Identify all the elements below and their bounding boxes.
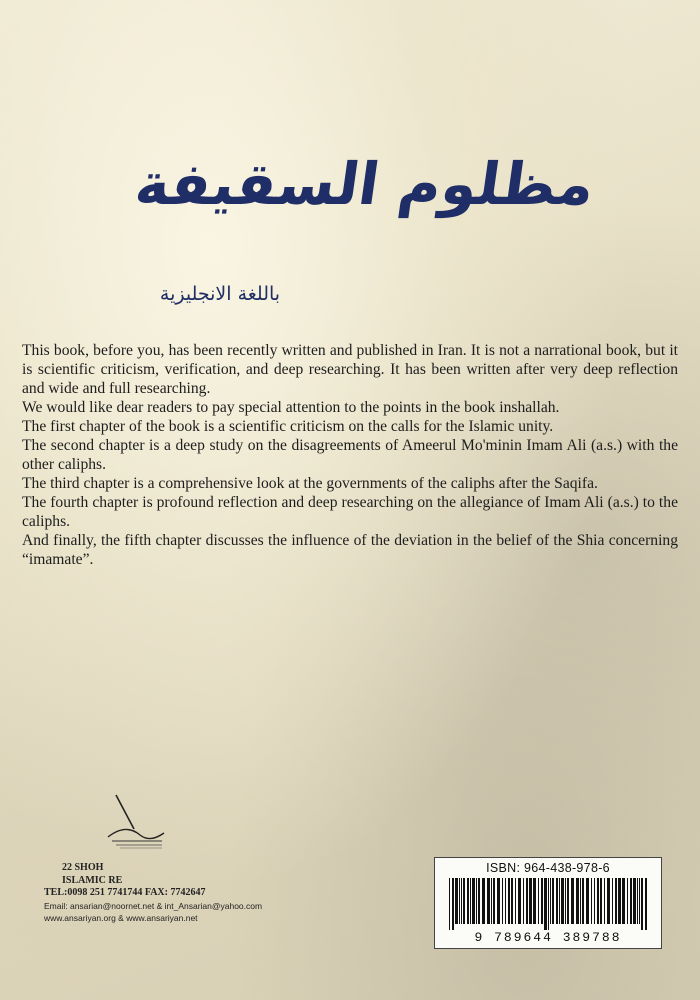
barcode-icon [445, 878, 651, 930]
arabic-title: مظلوم السقيفة [131, 150, 599, 218]
description-paragraph: And finally, the fifth chapter discusses the influence of the deviation in the belief of the Shia concerning “imamate”. [22, 532, 678, 568]
description-paragraph: The third chapter is a comprehensive look at the governments of the caliphs after the Saqifa. [22, 475, 598, 492]
isbn-barcode-box [434, 857, 662, 949]
description-paragraph: The second chapter is a deep study on the disagreements of Ameerul Mo'minin Imam Ali (a.s.) with the other caliphs. [22, 437, 678, 473]
description-paragraph: This book, before you, has been recently written and published in Iran. It is not a narrational book, but it is scientific criticism, verification, and deep researching. It has been written after very deep reflection and wide and full researching. [22, 342, 678, 397]
isbn-label: ISBN: 964-438-978-6 [486, 861, 610, 875]
ean-number: 9 789644 389788 [474, 930, 622, 945]
description-paragraph: The first chapter of the book is a scientific criticism on the calls for the Islamic unity. [22, 418, 554, 435]
publisher-logo-icon [104, 793, 168, 851]
publisher-address: 22 SHOH [62, 862, 104, 873]
publisher-website: www.ansariyan.org & www.ansariyan.net [44, 913, 198, 923]
publisher-email: Email: ansarian@noornet.net & int_Ansarian@yahoo.com [44, 900, 263, 911]
publisher-info [44, 862, 274, 925]
book-description [22, 341, 678, 569]
description-paragraph: The fourth chapter is profound reflection and deep researching on the allegiance of Imam Ali (a.s.) to the caliphs. [22, 494, 678, 530]
description-paragraph: We would like dear readers to pay special attention to the points in the book inshallah. [22, 399, 560, 416]
publisher-country: ISLAMIC RE [62, 874, 123, 886]
publisher-phone: TEL:0098 251 7741744 FAX: 7742647 [44, 887, 206, 898]
arabic-subtitle: باللغة الانجليزية [159, 283, 281, 305]
